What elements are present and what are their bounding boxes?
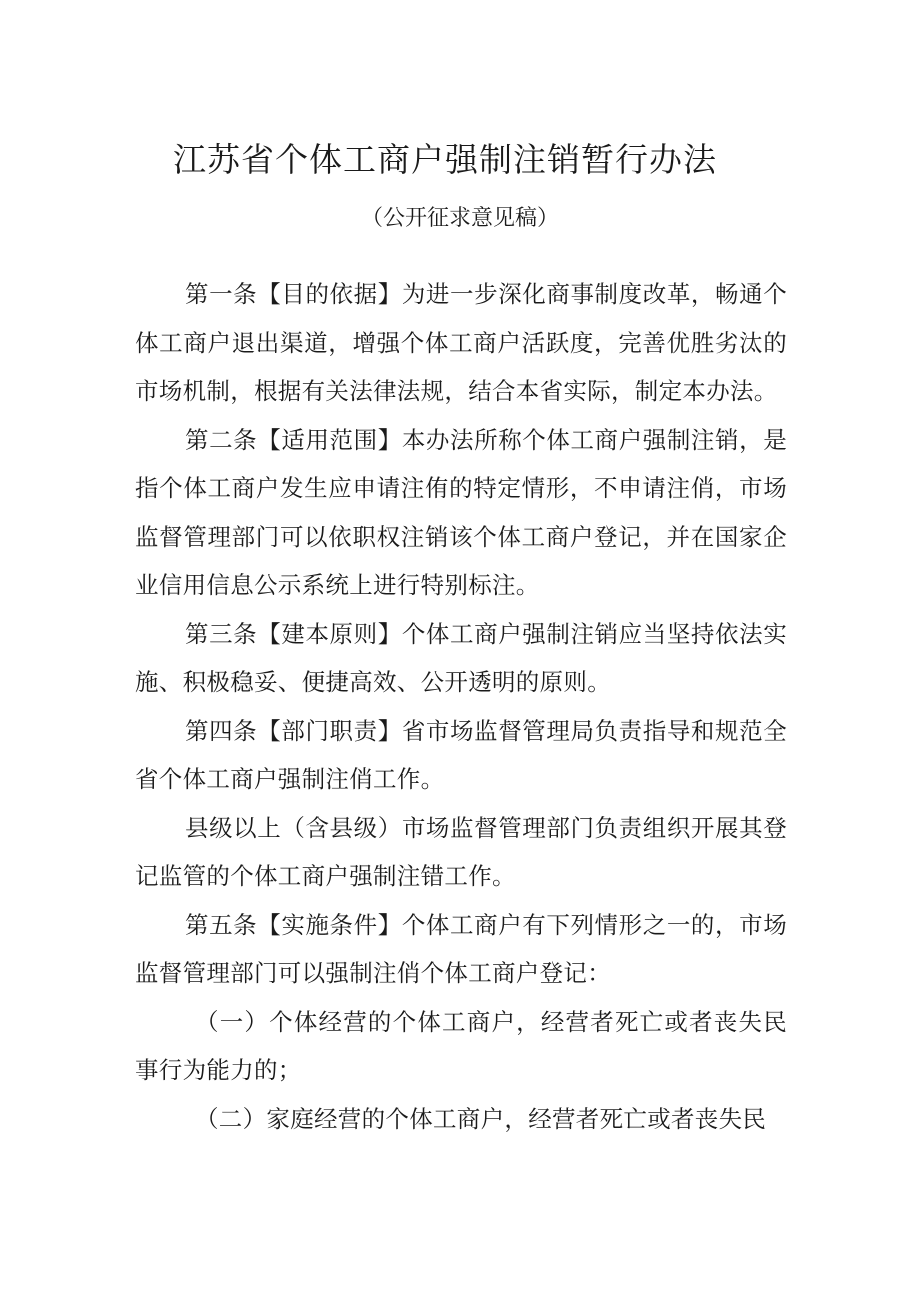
- article-5-item-2: （二）家庭经营的个体工商户，经营者死亡或者丧失民: [195, 1104, 767, 1133]
- article-3-paragraph: 第三条【建本原则】个体工商户强制注销应当坚持依法实施、积极稳妥、便捷高效、公开透明的原则。: [135, 619, 787, 696]
- document-body: [135, 270, 787, 1143]
- article-5-item-1: （一）个体经营的个体工商户，经营者死亡或者丧失民事行为能力的；: [135, 1007, 787, 1084]
- article-2-paragraph: 第二条【适用范围】本办法所称个体工商户强制注销，是指个体工商户发生应申请注侑的特定情形，不申请注俏，市场监督管理部门可以依职权注销该个体工商户登记，并在国家企业信用信息公示系统上进行特别标注。: [135, 425, 787, 599]
- article-5-paragraph: 第五条【实施条件】个体工商户有下列情形之一的，市场监督管理部门可以强制注俏个体工商户登记：: [135, 910, 787, 987]
- article-4-second-paragraph: 县级以上（含县级）市场监督管理部门负责组织开展其登记监管的个体工商户强制注错工作。: [135, 813, 787, 890]
- document-title: 江苏省个体工商户强制注销暂行办法: [173, 140, 717, 179]
- document-subtitle: （公开征求意见稿）: [360, 206, 559, 231]
- article-1-paragraph: 第一条【目的依据】为进一步深化商事制度改革，畅通个体工商户退出渠道，增强个体工商户活跃度，完善优胜劣汰的市场机制，根据有关法律法规，结合本省实际，制定本办法。: [135, 280, 787, 405]
- article-4-paragraph: 第四条【部门职责】省市场监督管理局负责指导和规范全省个体工商户强制注俏工作。: [135, 716, 787, 793]
